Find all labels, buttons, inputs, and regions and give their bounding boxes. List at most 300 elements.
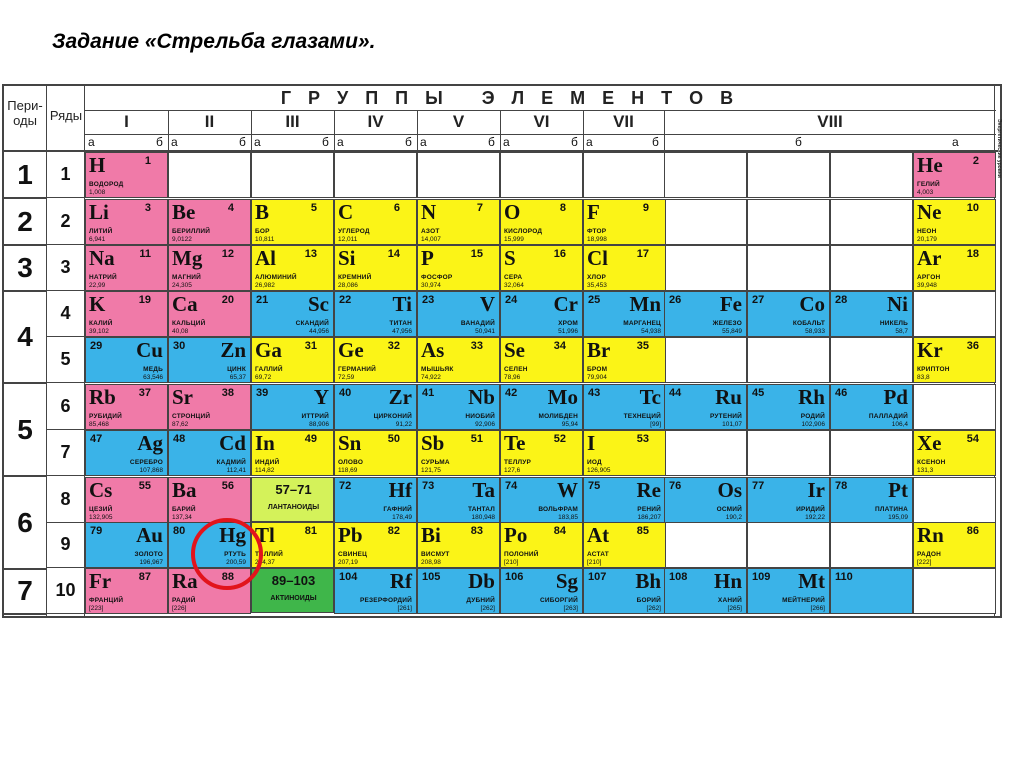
element-name: ЦИНК bbox=[227, 366, 246, 373]
element-symbol: W bbox=[557, 478, 578, 502]
element-cell-al bbox=[251, 245, 334, 291]
atomic-mass: 69,72 bbox=[255, 374, 272, 381]
element-name: НИКЕЛЬ bbox=[879, 320, 908, 327]
element-cell-rf bbox=[334, 568, 417, 614]
element-symbol: Sc bbox=[308, 292, 329, 316]
element-cell-v bbox=[417, 291, 500, 337]
element-cell-ag bbox=[85, 430, 168, 476]
row-divider bbox=[47, 429, 85, 430]
element-symbol: At bbox=[587, 523, 610, 547]
element-name: ГЕРМАНИЙ bbox=[338, 366, 377, 373]
element-cell-s bbox=[500, 245, 583, 291]
element-cell-in bbox=[251, 430, 334, 476]
element-name: ФОСФОР bbox=[421, 274, 453, 281]
element-cell-fe bbox=[664, 291, 747, 337]
row-divider bbox=[47, 567, 85, 568]
element-symbol: Y bbox=[313, 385, 329, 409]
element-cell-w bbox=[500, 477, 583, 523]
element-symbol: Al bbox=[255, 246, 276, 270]
element-name: РЕНИЙ bbox=[637, 506, 661, 513]
element-symbol: Ca bbox=[172, 292, 198, 316]
actinides-range: 89–103 bbox=[271, 573, 316, 588]
subgroup-a-label: а bbox=[171, 135, 178, 149]
element-cell-ne bbox=[913, 199, 996, 245]
element-symbol: Mt bbox=[798, 569, 825, 593]
period-divider bbox=[2, 613, 47, 615]
element-cell-db bbox=[417, 568, 500, 614]
element-symbol: Ge bbox=[338, 338, 364, 362]
period-label-6: 6 bbox=[17, 507, 33, 538]
atomic-number: 5 bbox=[310, 202, 317, 214]
atomic-number: 83 bbox=[470, 525, 483, 537]
atomic-mass: 14,007 bbox=[421, 236, 441, 243]
element-cell-cs bbox=[85, 477, 168, 523]
atomic-number: 82 bbox=[387, 525, 400, 537]
row-divider bbox=[47, 382, 85, 383]
element-symbol: P bbox=[421, 246, 434, 270]
atomic-mass: [262] bbox=[480, 605, 495, 612]
element-cell-rb bbox=[85, 384, 168, 430]
atomic-mass: 92,906 bbox=[475, 421, 495, 428]
subgroup-b-label: б bbox=[405, 135, 412, 149]
element-name: УГЛЕРОД bbox=[338, 228, 370, 235]
group-header-i: I bbox=[124, 112, 129, 131]
empty-cell bbox=[664, 245, 747, 291]
group-divider bbox=[334, 110, 335, 152]
atomic-number: 27 bbox=[752, 294, 765, 306]
element-name: ХАНИЙ bbox=[717, 597, 742, 604]
atomic-mass: 50,941 bbox=[475, 328, 495, 335]
atomic-number: 1 bbox=[144, 155, 151, 167]
subgroup-a-label: а bbox=[337, 135, 344, 149]
element-symbol: Ti bbox=[392, 292, 412, 316]
element-cell-y bbox=[251, 384, 334, 430]
element-symbol: I bbox=[587, 431, 596, 455]
element-symbol: Ag bbox=[137, 431, 163, 455]
element-cell-ni bbox=[830, 291, 913, 337]
atomic-number: 2 bbox=[972, 155, 979, 167]
element-name: ТЕЛЛУР bbox=[504, 459, 532, 466]
element-cell-i bbox=[583, 430, 666, 476]
group-header-vi: VI bbox=[533, 112, 550, 131]
atomic-mass: 78,96 bbox=[504, 374, 521, 381]
element-symbol: Pb bbox=[338, 523, 363, 547]
atomic-number: 30 bbox=[173, 340, 186, 352]
element-name: КОБАЛЬТ bbox=[792, 320, 825, 327]
element-symbol: Fe bbox=[719, 292, 742, 316]
empty-cell bbox=[583, 152, 666, 198]
atomic-number: 86 bbox=[966, 525, 979, 537]
row-label-5: 5 bbox=[60, 349, 71, 369]
atomic-number: 37 bbox=[138, 387, 151, 399]
atomic-number: 49 bbox=[304, 433, 317, 445]
element-symbol: Ru bbox=[715, 385, 742, 409]
element-name: ОЛОВО bbox=[338, 459, 364, 466]
atomic-mass: [261] bbox=[397, 605, 412, 612]
period-label-3: 3 bbox=[17, 252, 33, 283]
element-cell-e110 bbox=[830, 568, 913, 614]
element-name: ГЕЛИЙ bbox=[917, 181, 940, 188]
atomic-mass: [223] bbox=[89, 605, 104, 612]
atomic-number: 47 bbox=[90, 433, 103, 445]
subgroup-b-label: б bbox=[239, 135, 246, 149]
empty-cell bbox=[830, 522, 913, 568]
element-symbol: Sb bbox=[421, 431, 445, 455]
atomic-number: 12 bbox=[221, 248, 234, 260]
element-symbol: Ar bbox=[917, 246, 942, 270]
element-cell-br bbox=[583, 337, 666, 383]
lanthanides-cell bbox=[251, 477, 334, 522]
atomic-number: 54 bbox=[966, 433, 979, 445]
atomic-mass: 10,811 bbox=[255, 236, 275, 243]
atomic-mass: 102,906 bbox=[801, 421, 825, 428]
empty-cell bbox=[747, 152, 830, 198]
element-cell-n bbox=[417, 199, 500, 245]
element-cell-c bbox=[334, 199, 417, 245]
element-cell-hf bbox=[334, 477, 417, 523]
element-symbol: Xe bbox=[917, 431, 942, 455]
atomic-mass: 200,59 bbox=[226, 559, 246, 566]
element-name: АЗОТ bbox=[421, 228, 440, 235]
element-name: ПЛАТИНА bbox=[874, 506, 908, 513]
row-label-9: 9 bbox=[60, 534, 71, 554]
empty-cell bbox=[664, 152, 747, 198]
atomic-mass: [210] bbox=[504, 559, 519, 566]
element-cell-zr bbox=[334, 384, 417, 430]
element-cell-h bbox=[85, 152, 168, 198]
atomic-mass: 55,849 bbox=[722, 328, 742, 335]
empty-cell bbox=[913, 384, 996, 430]
atomic-number: 42 bbox=[505, 387, 518, 399]
element-symbol: Os bbox=[717, 478, 742, 502]
element-name: АЛЮМИНИЙ bbox=[255, 274, 297, 281]
element-cell-te bbox=[500, 430, 583, 476]
row-divider bbox=[47, 336, 85, 337]
element-cell-mo bbox=[500, 384, 583, 430]
group-header-vii: VII bbox=[613, 112, 634, 131]
element-symbol: He bbox=[917, 153, 943, 177]
atomic-number: 80 bbox=[173, 525, 186, 537]
element-name: БОРИЙ bbox=[636, 597, 661, 604]
element-cell-sr bbox=[168, 384, 251, 430]
element-name: БРОМ bbox=[587, 366, 608, 373]
atomic-number: 38 bbox=[221, 387, 234, 399]
atomic-mass: 101,07 bbox=[722, 421, 742, 428]
element-symbol: Co bbox=[799, 292, 825, 316]
lanthanides-range: 57–71 bbox=[275, 482, 312, 497]
element-cell-sb bbox=[417, 430, 500, 476]
group-divider bbox=[500, 110, 501, 152]
element-cell-sc bbox=[251, 291, 334, 337]
atomic-mass: 1,008 bbox=[89, 189, 106, 196]
atomic-number: 15 bbox=[470, 248, 483, 260]
element-name: РУБИДИЙ bbox=[89, 413, 123, 420]
atomic-mass: 180,948 bbox=[471, 514, 495, 521]
element-cell-ge bbox=[334, 337, 417, 383]
element-symbol: C bbox=[338, 200, 354, 224]
subgroup-b-label: б bbox=[571, 135, 578, 149]
element-symbol: Si bbox=[338, 246, 356, 270]
element-name: НИОБИЙ bbox=[465, 413, 495, 420]
element-name: ВАНАДИЙ bbox=[460, 320, 495, 327]
period-label-1: 1 bbox=[17, 159, 33, 190]
element-name: МЫШЬЯК bbox=[421, 366, 454, 373]
element-name: СВИНЕЦ bbox=[338, 551, 368, 558]
element-cell-mt bbox=[747, 568, 830, 614]
element-symbol: Ne bbox=[917, 200, 942, 224]
element-symbol: Mn bbox=[629, 292, 661, 316]
empty-cell bbox=[830, 337, 913, 383]
element-cell-na bbox=[85, 245, 168, 291]
element-name: ИТТРИЙ bbox=[301, 413, 329, 420]
element-cell-zn bbox=[168, 337, 251, 383]
element-name: КАДМИЙ bbox=[216, 459, 246, 466]
atomic-number: 72 bbox=[339, 480, 352, 492]
empty-cell bbox=[664, 430, 747, 476]
atomic-mass: 186,207 bbox=[637, 514, 661, 521]
atomic-mass: 6,941 bbox=[89, 236, 106, 243]
atomic-mass: 204,37 bbox=[255, 559, 275, 566]
atomic-mass: 208,98 bbox=[421, 559, 441, 566]
element-name: РАДОН bbox=[917, 551, 942, 558]
group-header-v: V bbox=[452, 112, 465, 131]
atomic-mass: 51,996 bbox=[558, 328, 578, 335]
element-symbol: Db bbox=[468, 569, 495, 593]
subgroup-a-label: а bbox=[503, 135, 510, 149]
atomic-number: 105 bbox=[422, 571, 441, 583]
element-name: ГАЛЛИЙ bbox=[255, 366, 283, 373]
period-label-4: 4 bbox=[17, 321, 33, 352]
atomic-mass: 121,75 bbox=[421, 467, 441, 474]
atomic-mass: [262] bbox=[646, 605, 661, 612]
element-name: ТЕХНЕЦИЙ bbox=[623, 413, 661, 420]
atomic-mass: [263] bbox=[563, 605, 578, 612]
subgroup-a-label: а bbox=[586, 135, 593, 149]
atomic-mass: 183,85 bbox=[558, 514, 578, 521]
element-cell-f bbox=[583, 199, 666, 245]
empty-cell bbox=[664, 522, 747, 568]
atomic-number: 33 bbox=[470, 340, 483, 352]
row-label-8: 8 bbox=[60, 489, 71, 509]
element-name: СЕРЕБРО bbox=[129, 459, 163, 466]
group-header-iv: IV bbox=[367, 112, 384, 131]
atomic-mass: 18,998 bbox=[587, 236, 607, 243]
element-symbol: Li bbox=[89, 200, 109, 224]
period-divider bbox=[2, 244, 47, 246]
atomic-mass: [222] bbox=[917, 559, 932, 566]
atomic-number: 34 bbox=[553, 340, 566, 352]
atomic-number: 16 bbox=[553, 248, 566, 260]
element-symbol: S bbox=[504, 246, 516, 270]
element-symbol: Cr bbox=[553, 292, 578, 316]
element-symbol: Nb bbox=[468, 385, 495, 409]
row-label-1: 1 bbox=[60, 164, 71, 184]
subgroup-a-label: а bbox=[420, 135, 427, 149]
element-symbol: Br bbox=[587, 338, 611, 362]
element-cell-rh bbox=[747, 384, 830, 430]
element-cell-ar bbox=[913, 245, 996, 291]
element-cell-be bbox=[168, 199, 251, 245]
atomic-mass: 32,064 bbox=[504, 282, 524, 289]
atomic-number: 106 bbox=[505, 571, 524, 583]
atomic-mass: 12,011 bbox=[338, 236, 358, 243]
element-name: КАЛЬЦИЙ bbox=[172, 320, 206, 327]
element-cell-sg bbox=[500, 568, 583, 614]
atomic-mass: 9,0122 bbox=[172, 236, 192, 243]
atomic-mass: [226] bbox=[172, 605, 187, 612]
atomic-mass: 190,2 bbox=[725, 514, 742, 521]
atomic-number: 79 bbox=[90, 525, 103, 537]
element-symbol: Ta bbox=[472, 478, 495, 502]
group-header-iii: III bbox=[285, 112, 300, 131]
atomic-number: 53 bbox=[636, 433, 649, 445]
atomic-number: 23 bbox=[422, 294, 435, 306]
atomic-number: 88 bbox=[221, 571, 234, 583]
element-name: БЕРИЛЛИЙ bbox=[172, 228, 211, 235]
element-cell-ga bbox=[251, 337, 334, 383]
element-cell-fr bbox=[85, 568, 168, 614]
element-symbol: V bbox=[479, 292, 495, 316]
element-cell-pb bbox=[334, 522, 417, 568]
row-divider bbox=[47, 475, 85, 476]
atomic-number: 35 bbox=[636, 340, 649, 352]
atomic-number: 3 bbox=[144, 202, 151, 214]
empty-cell bbox=[830, 152, 913, 198]
group-divider bbox=[583, 110, 584, 152]
empty-cell bbox=[500, 152, 583, 198]
atomic-mass: 40,08 bbox=[172, 328, 189, 335]
group-divider bbox=[168, 110, 169, 152]
row-label-10: 10 bbox=[55, 580, 76, 600]
row-label-3: 3 bbox=[60, 257, 71, 277]
element-cell-xe bbox=[913, 430, 996, 476]
element-cell-he bbox=[913, 152, 996, 198]
element-cell-cl bbox=[583, 245, 666, 291]
element-cell-os bbox=[664, 477, 747, 523]
atomic-mass: 26,982 bbox=[255, 282, 275, 289]
group-divider bbox=[664, 110, 665, 152]
atomic-number: 32 bbox=[387, 340, 400, 352]
element-name: ГАФНИЙ bbox=[383, 506, 412, 513]
element-name: АСТАТ bbox=[587, 551, 609, 558]
subgroup-b-label: б bbox=[322, 135, 329, 149]
row-label-7: 7 bbox=[60, 442, 71, 462]
element-symbol: Ni bbox=[887, 292, 908, 316]
empty-cell bbox=[913, 291, 996, 337]
element-symbol: Mg bbox=[172, 246, 203, 270]
element-symbol: Kr bbox=[917, 338, 943, 362]
element-name: МАРГАНЕЦ bbox=[623, 320, 661, 327]
atomic-number: 56 bbox=[221, 480, 234, 492]
element-symbol: H bbox=[89, 153, 106, 177]
element-name: ВОЛЬФРАМ bbox=[538, 506, 578, 513]
element-symbol: Rf bbox=[389, 569, 412, 593]
atomic-number: 84 bbox=[553, 525, 566, 537]
element-symbol: Ba bbox=[172, 478, 197, 502]
atomic-mass: [99] bbox=[650, 421, 661, 428]
subgroup-b-label: б bbox=[652, 135, 659, 149]
element-cell-tc bbox=[583, 384, 666, 430]
element-symbol: Sr bbox=[172, 385, 193, 409]
row-divider bbox=[47, 244, 85, 245]
element-name: ИРИДИЙ bbox=[796, 506, 825, 513]
empty-cell bbox=[747, 245, 830, 291]
element-symbol: Se bbox=[504, 338, 525, 362]
element-name: ПОЛОНИЙ bbox=[504, 551, 539, 558]
empty-cell bbox=[830, 245, 913, 291]
atomic-number: 11 bbox=[139, 248, 151, 260]
element-name: КРИПТОН bbox=[917, 366, 950, 373]
atomic-mass: 91,22 bbox=[395, 421, 412, 428]
atomic-number: 8 bbox=[559, 202, 566, 214]
subgroup-a-label: а bbox=[952, 135, 959, 149]
element-symbol: Pt bbox=[888, 478, 908, 502]
atomic-mass: 39,948 bbox=[917, 282, 937, 289]
hg-highlight-circle bbox=[191, 518, 263, 590]
element-symbol: O bbox=[504, 200, 521, 224]
atomic-number: 18 bbox=[966, 248, 979, 260]
element-symbol: Tl bbox=[255, 523, 275, 547]
subgroup-a-label: а bbox=[254, 135, 261, 149]
element-name: МЕДЬ bbox=[143, 366, 163, 373]
element-symbol: K bbox=[89, 292, 106, 316]
element-name: МАГНИЙ bbox=[172, 274, 202, 281]
element-symbol: Cs bbox=[89, 478, 113, 502]
element-name: ЛИТИЙ bbox=[89, 228, 113, 235]
element-cell-o bbox=[500, 199, 583, 245]
atomic-mass: 178,49 bbox=[392, 514, 412, 521]
atomic-mass: 131,3 bbox=[917, 467, 934, 474]
element-symbol: F bbox=[587, 200, 600, 224]
atomic-number: 75 bbox=[588, 480, 601, 492]
atomic-number: 46 bbox=[835, 387, 848, 399]
atomic-mass: 196,967 bbox=[139, 559, 163, 566]
atomic-mass: [265] bbox=[727, 605, 742, 612]
element-name: ДУБНИЙ bbox=[466, 597, 495, 604]
element-cell-cr bbox=[500, 291, 583, 337]
atomic-number: 41 bbox=[422, 387, 435, 399]
atomic-number: 28 bbox=[835, 294, 848, 306]
element-name: ФТОР bbox=[587, 228, 607, 235]
atomic-number: 14 bbox=[387, 248, 400, 260]
period-label-2: 2 bbox=[17, 206, 33, 237]
element-symbol: As bbox=[421, 338, 445, 362]
period-divider bbox=[2, 568, 47, 570]
period-divider bbox=[2, 290, 47, 292]
element-symbol: Mo bbox=[547, 385, 578, 409]
atomic-mass: 54,938 bbox=[641, 328, 661, 335]
empty-cell bbox=[913, 477, 996, 523]
group-header-viii: VIII bbox=[817, 112, 843, 131]
atomic-mass: 95,94 bbox=[561, 421, 578, 428]
atomic-mass: [210] bbox=[587, 559, 602, 566]
element-name: НАТРИЙ bbox=[89, 274, 117, 281]
element-symbol: Na bbox=[89, 246, 115, 270]
element-cell-ta bbox=[417, 477, 500, 523]
atomic-number: 87 bbox=[138, 571, 151, 583]
period-divider bbox=[2, 382, 47, 384]
element-name: КАЛИЙ bbox=[89, 320, 113, 327]
row-label-2: 2 bbox=[60, 211, 71, 231]
atomic-number: 51 bbox=[470, 433, 483, 445]
element-symbol: Hg bbox=[219, 523, 246, 547]
element-cell-tl bbox=[251, 522, 334, 568]
element-name: ХРОМ bbox=[558, 320, 578, 327]
element-name: КРЕМНИЙ bbox=[338, 274, 372, 281]
element-symbol: Hf bbox=[388, 478, 412, 502]
atomic-mass: [266] bbox=[810, 605, 825, 612]
atomic-number: 55 bbox=[138, 480, 151, 492]
